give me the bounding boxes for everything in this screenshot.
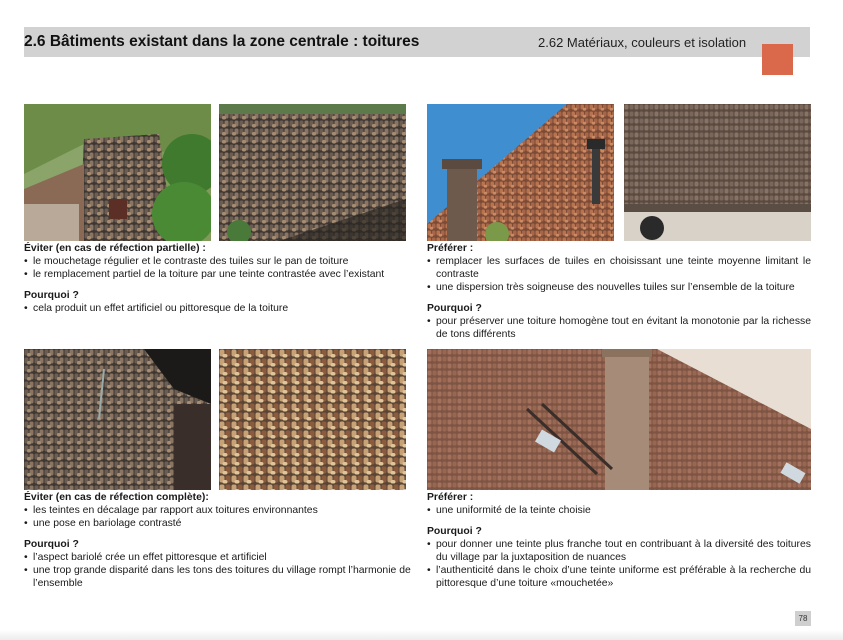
- prefer-partial-block: [427, 242, 811, 341]
- list-item: • pour donner une teinte plus franche tout en contribuant à la diversité des toitures du village par la juxtaposition de nuances: [427, 538, 811, 564]
- photo-village-roof: [24, 104, 211, 241]
- list-item: • cela produit un effet artificiel ou pittoresque de la toiture: [24, 302, 409, 315]
- list-item: • les teintes en décalage par rapport aux toitures environnantes: [24, 504, 412, 517]
- list-item: • remplacer les surfaces de tuiles en choisissant une teinte moyenne limitant le contraste: [427, 255, 811, 281]
- photo-roof-chimney: [427, 104, 614, 241]
- list-item: • le remplacement partiel de la toiture par une teinte contrastée avec l’existant: [24, 268, 409, 281]
- page-title: 2.6 Bâtiments existant dans la zone centrale : toitures: [24, 33, 420, 50]
- list-item: • le mouchetage régulier et le contraste des tuiles sur le pan de toiture: [24, 255, 409, 268]
- list-item: • l’authenticité dans le choix d’une teinte uniforme est préférable à la recherche du pittoresque d’une toiture «mouchetée»: [427, 564, 811, 590]
- photo-multicolor-roof: [219, 349, 406, 490]
- why-heading: Pourquoi ?: [24, 290, 79, 301]
- prefer-complete-block: [427, 491, 811, 590]
- list-item: • pour préserver une toiture homogène tout en évitant la monotonie par la richesse de tons différents: [427, 315, 811, 341]
- why-heading: Pourquoi ?: [24, 539, 79, 550]
- list-item: • une pose en bariolage contrasté: [24, 517, 412, 530]
- accent-square: [762, 44, 793, 75]
- section-subtitle: 2.62 Matériaux, couleurs et isolation: [538, 35, 747, 50]
- list-item: • l’aspect bariolé crée un effet pittoresque et artificiel: [24, 551, 412, 564]
- list-item: • une dispersion très soigneuse des nouvelles tuiles sur l’ensemble de la toiture: [427, 281, 811, 294]
- page-number: 78: [795, 611, 811, 626]
- photo-speckled-roof: [219, 104, 406, 241]
- why-heading: Pourquoi ?: [427, 303, 482, 314]
- photo-uniform-brown-roof: [624, 104, 811, 241]
- avoid-complete-heading: Éviter (en cas de réfection complète):: [24, 492, 209, 503]
- why-heading: Pourquoi ?: [427, 526, 482, 537]
- prefer-complete-heading: Préférer :: [427, 492, 474, 503]
- list-item: • une trop grande disparité dans les tons des toitures du village rompt l’harmonie de l’ensemble: [24, 564, 412, 590]
- header-bar: [24, 27, 810, 57]
- photo-dark-contrast-roof: [24, 349, 211, 490]
- page-edge-shadow: [0, 630, 843, 640]
- avoid-complete-block: [24, 491, 412, 590]
- avoid-partial-block: [24, 242, 409, 315]
- avoid-partial-heading: Éviter (en cas de réfection partielle) :: [24, 243, 206, 254]
- photo-uniform-red-roof: [427, 349, 811, 490]
- list-item: • une uniformité de la teinte choisie: [427, 504, 811, 517]
- prefer-partial-heading: Préférer :: [427, 243, 474, 254]
